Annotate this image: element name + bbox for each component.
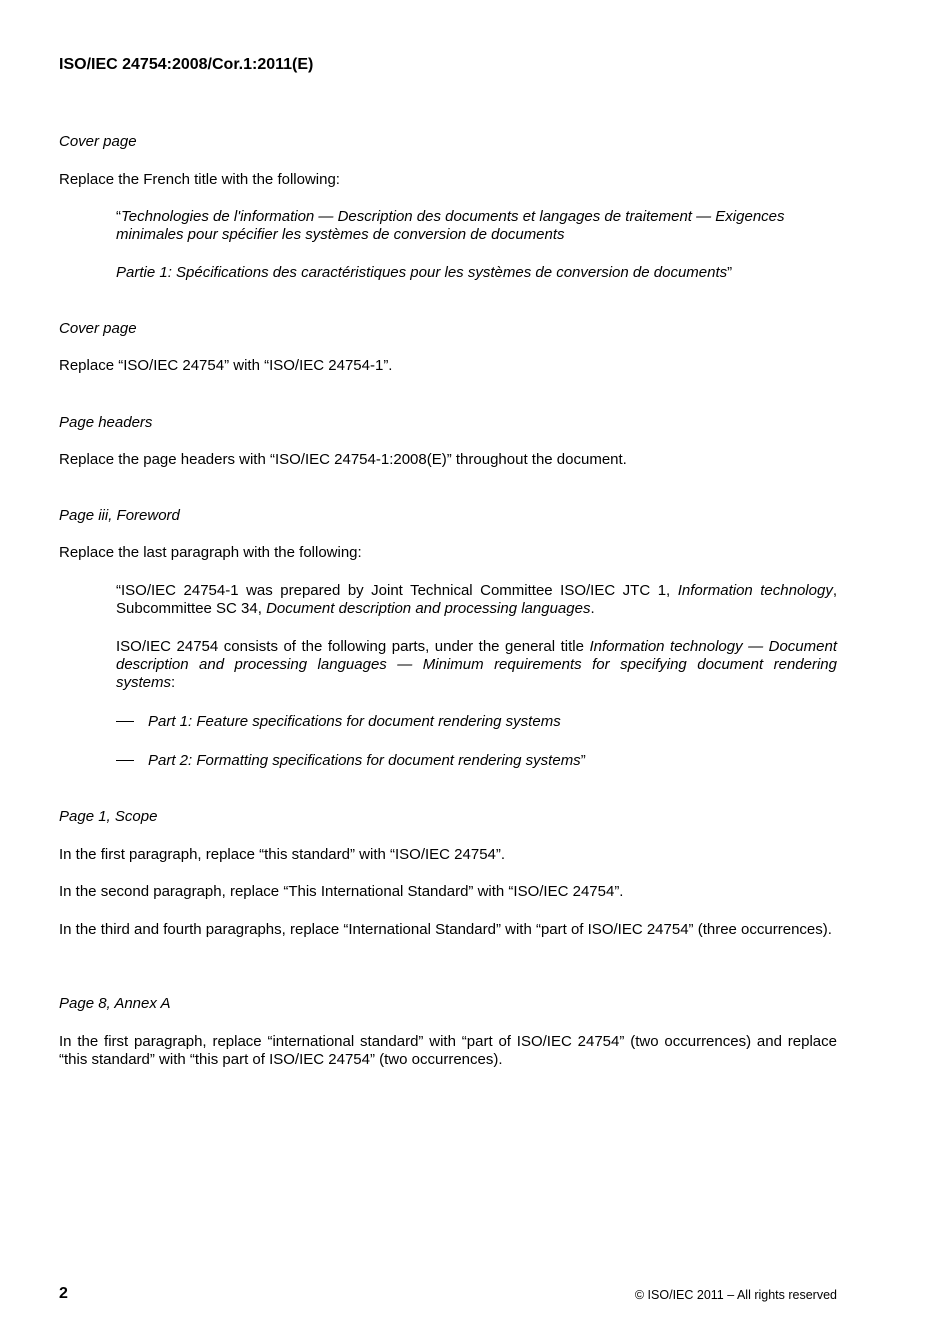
instruction-text: In the first paragraph, replace “international standard” with “part of ISO/IEC 24754” (two occurrences) and replace “this standard” with “this part of ISO/IEC 24754” (two occurrences). xyxy=(59,1033,837,1068)
foreword-paragraph-1 xyxy=(116,582,837,618)
instruction-text: Replace “ISO/IEC 24754” with “ISO/IEC 24754-1”. xyxy=(59,357,393,374)
list-item-text: Part 1: Feature specifications for document rendering systems xyxy=(148,713,561,730)
instruction-text: In the third and fourth paragraphs, replace “International Standard” with “part of ISO/IEC 24754” (three occurrences). xyxy=(59,921,832,938)
section-heading-scope: Page 1, Scope xyxy=(59,808,158,825)
text-run: “ISO/IEC 24754-1 was prepared by Joint Technical Committee ISO/IEC JTC 1, xyxy=(116,582,678,599)
open-quote: “ xyxy=(116,208,121,225)
instruction-text: In the first paragraph, replace “this standard” with “ISO/IEC 24754”. xyxy=(59,846,506,863)
section-heading-annex-a: Page 8, Annex A xyxy=(59,995,171,1012)
text-run-italic: Document description and processing languages xyxy=(266,600,591,617)
text-run-italic: Information technology — Document description and processing languages — Minimum requirements for specifying document rendering systems xyxy=(116,638,837,691)
text-run-italic: Information technology xyxy=(677,582,833,599)
close-quote: ” xyxy=(727,264,733,281)
instruction-text: Replace the last paragraph with the following: xyxy=(59,544,362,561)
em-dash-bullet xyxy=(116,721,134,722)
list-item xyxy=(116,752,586,770)
french-part-title-text: Partie 1: Spécifications des caractéristiques pour les systèmes de conversion de documents xyxy=(116,264,728,281)
close-quote: ” xyxy=(580,752,586,769)
list-item-text: Part 2: Formatting specifications for document rendering systems xyxy=(148,752,581,769)
copyright-notice: © ISO/IEC 2011 – All rights reserved xyxy=(634,1288,837,1302)
instruction-text: Replace the French title with the following: xyxy=(59,171,340,188)
section-heading-page-headers: Page headers xyxy=(59,414,153,431)
french-title-line: Technologies de l'information — Description des documents et langages de traitement — Exigences minimales pour spécifier les systèmes de conversion de documents xyxy=(116,208,785,243)
text-run: , Subcommittee SC 34, xyxy=(116,582,837,617)
instruction-text: In the second paragraph, replace “This International Standard” with “ISO/IEC 24754”. xyxy=(59,883,624,900)
french-title-text xyxy=(116,208,837,244)
section-heading-cover-page-2: Cover page xyxy=(59,320,137,337)
em-dash-bullet xyxy=(116,760,134,761)
text-run: ISO/IEC 24754 consists of the following parts, under the general title xyxy=(116,638,590,655)
foreword-paragraph-2 xyxy=(116,638,837,692)
list-item xyxy=(116,713,561,731)
document-header-title: ISO/IEC 24754:2008/Cor.1:2011(E) xyxy=(59,56,314,73)
text-run: : xyxy=(171,674,176,691)
section-heading-foreword: Page iii, Foreword xyxy=(59,507,180,524)
text-run: . xyxy=(590,600,595,617)
french-part-title xyxy=(116,264,837,282)
page-number: 2 xyxy=(59,1285,68,1302)
section-heading-cover-page: Cover page xyxy=(59,133,137,150)
instruction-text: Replace the page headers with “ISO/IEC 24754-1:2008(E)” throughout the document. xyxy=(59,451,627,468)
